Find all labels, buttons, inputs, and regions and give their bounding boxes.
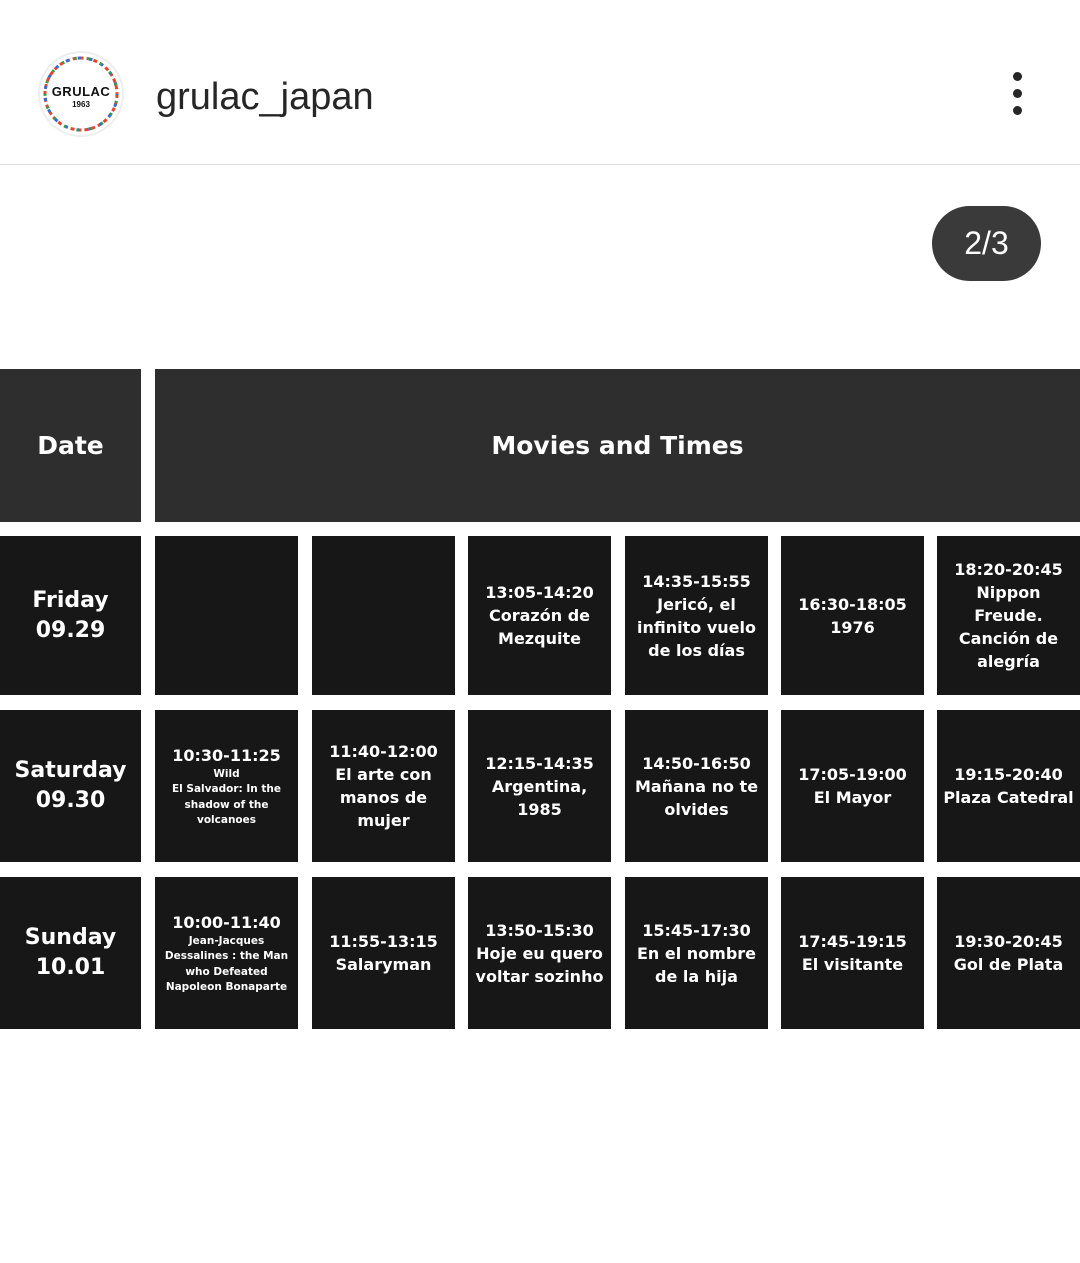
slot-time: 19:15-20:40 xyxy=(954,765,1063,784)
slot-time: 11:40-12:00 xyxy=(329,742,438,761)
slot-time: 13:05-14:20 xyxy=(485,583,594,602)
more-options-icon[interactable] xyxy=(1002,68,1034,120)
day-name: Saturday xyxy=(14,758,127,783)
schedule-slot xyxy=(312,877,455,1029)
schedule-slot xyxy=(155,536,298,695)
day-name: Sunday xyxy=(24,925,117,950)
slot-title: Salaryman xyxy=(335,955,432,974)
slot-title: Hoje eu quero voltar sozinho xyxy=(475,943,604,986)
schedule-slot xyxy=(155,710,298,862)
schedule-slot xyxy=(312,710,455,862)
slot-time: 18:20-20:45 xyxy=(954,560,1063,579)
schedule-slot xyxy=(937,536,1080,695)
day-cell xyxy=(0,877,141,1029)
schedule-slot xyxy=(625,536,768,695)
slot-time: 10:30-11:25 xyxy=(172,745,281,765)
day-cell xyxy=(0,536,141,695)
slot-time: 16:30-18:05 xyxy=(798,594,907,614)
slot-time: 12:15-14:35 xyxy=(485,753,594,773)
day-date: 09.29 xyxy=(35,617,106,643)
schedule-slot xyxy=(625,877,768,1029)
slot-title: El arte con manos de mujer xyxy=(335,765,432,830)
slot-title: Argentina, 1985 xyxy=(491,776,588,819)
schedule-slot xyxy=(937,877,1080,1029)
slot-time: 15:45-17:30 xyxy=(642,920,751,940)
post-header xyxy=(0,0,1080,165)
movies-column-header: Movies and Times xyxy=(155,369,1080,522)
slot-time: 10:00-11:40 xyxy=(172,912,281,932)
slot-title: Jericó, el infinito vuelo de los días xyxy=(637,594,756,660)
schedule-slot xyxy=(781,710,924,862)
slot-time: 14:35-15:55 xyxy=(642,571,751,591)
schedule-slot xyxy=(781,536,924,695)
slot-title: El Mayor xyxy=(813,788,892,807)
username[interactable]: grulac_japan xyxy=(156,76,374,118)
slot-time: 13:50-15:30 xyxy=(485,920,594,940)
schedule-slot xyxy=(781,877,924,1029)
slot-time: 17:05-19:00 xyxy=(798,765,907,784)
day-name: Friday xyxy=(32,587,109,613)
slot-title: Wild El Salvador: In the shadow of the volcanoes xyxy=(171,767,282,826)
schedule-slot xyxy=(468,877,611,1029)
schedule-slot xyxy=(468,710,611,862)
slot-time: 17:45-19:15 xyxy=(798,932,907,951)
avatar-logo-year: 1963 xyxy=(72,100,90,109)
slot-title: Jean-Jacques Dessalines : the Man who Defeated Napoleon Bonaparte xyxy=(164,934,289,993)
slot-title: Corazón de Mezquite xyxy=(489,606,590,648)
date-column-header: Date xyxy=(0,369,141,522)
avatar[interactable] xyxy=(38,51,124,137)
slot-time: 14:50-16:50 xyxy=(642,753,751,773)
slot-title: 1976 xyxy=(830,617,875,637)
day-date: 09.30 xyxy=(35,788,106,813)
slot-title: Mañana no te olvides xyxy=(634,776,759,819)
day-date: 10.01 xyxy=(35,955,106,980)
slot-title: En el nombre de la hija xyxy=(636,943,757,986)
slot-title: El visitante xyxy=(801,955,904,974)
slot-title: Nippon Freude. Canción de alegría xyxy=(958,583,1059,671)
schedule-slot xyxy=(937,710,1080,862)
slot-time: 11:55-13:15 xyxy=(329,932,438,951)
carousel-counter: 2/3 xyxy=(932,206,1041,281)
schedule-slot xyxy=(155,877,298,1029)
avatar-logo-text: GRULAC xyxy=(51,84,111,99)
schedule-slot xyxy=(625,710,768,862)
slot-title: Gol de Plata xyxy=(953,955,1064,974)
schedule-slot xyxy=(312,536,455,695)
slot-title: Plaza Catedral xyxy=(943,788,1074,807)
day-cell xyxy=(0,710,141,862)
slot-time: 19:30-20:45 xyxy=(954,932,1063,951)
schedule-slot xyxy=(468,536,611,695)
